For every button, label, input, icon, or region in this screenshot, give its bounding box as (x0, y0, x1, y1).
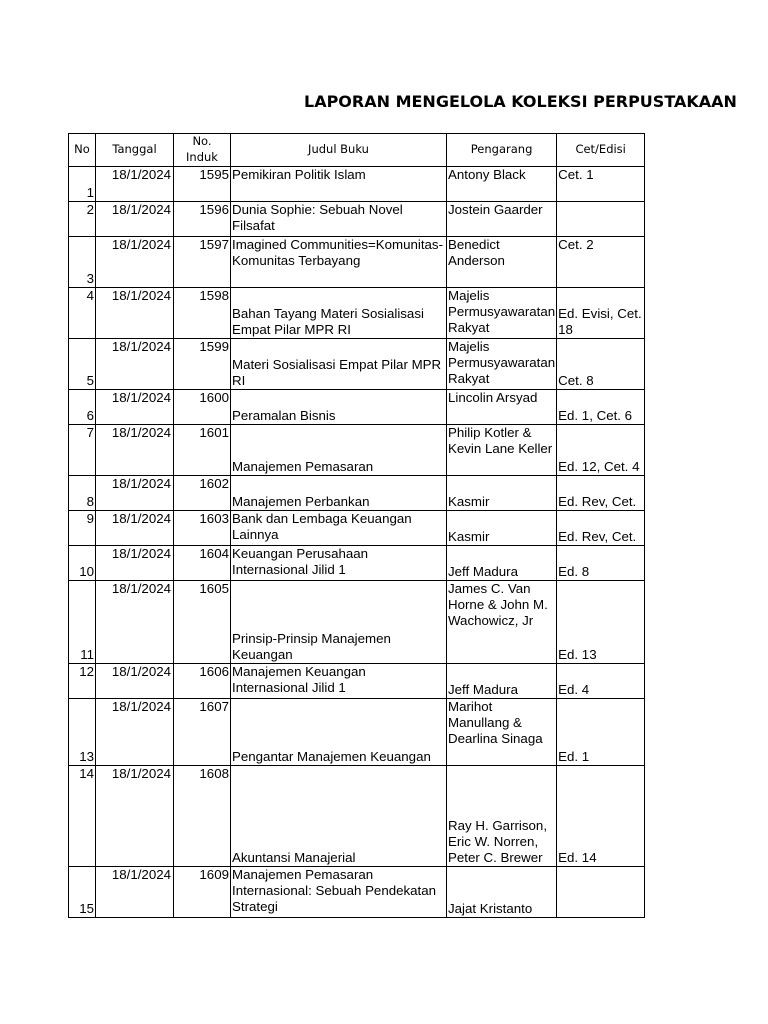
cell-no: 10 (69, 545, 96, 580)
cell-judul: Manajemen Perbankan (231, 475, 447, 510)
cell-induk: 1609 (174, 866, 231, 917)
cell-pengarang: Ray H. Garrison, Eric W. Norren, Peter C. Brewer (447, 765, 557, 866)
cell-judul: Manajemen Pemasaran Internasional: Sebuah Pendekatan Strategi (231, 866, 447, 917)
cell-induk: 1600 (174, 389, 231, 424)
cell-judul: Materi Sosialisasi Empat Pilar MPR RI (231, 338, 447, 389)
cell-cet (557, 201, 645, 236)
cell-tanggal: 18/1/2024 (96, 475, 174, 510)
table-row (69, 866, 645, 917)
cell-no: 11 (69, 580, 96, 663)
cell-cet: Ed. 12, Cet. 4 (557, 424, 645, 475)
cell-tanggal: 18/1/2024 (96, 389, 174, 424)
cell-pengarang: Kasmir (447, 510, 557, 545)
table-row (69, 287, 645, 338)
cell-induk: 1601 (174, 424, 231, 475)
cell-tanggal: 18/1/2024 (96, 201, 174, 236)
cell-judul: Bank dan Lembaga Keuangan Lainnya (231, 510, 447, 545)
cell-no: 14 (69, 765, 96, 866)
cell-judul: Manajemen Keuangan Internasional Jilid 1 (231, 663, 447, 698)
cell-no: 12 (69, 663, 96, 698)
cell-no: 9 (69, 510, 96, 545)
cell-induk: 1599 (174, 338, 231, 389)
table-row (69, 580, 645, 663)
cell-induk: 1595 (174, 166, 231, 201)
cell-judul: Peramalan Bisnis (231, 389, 447, 424)
cell-no: 5 (69, 338, 96, 389)
cell-judul: Prinsip-Prinsip Manajemen Keuangan (231, 580, 447, 663)
cell-judul: Imagined Communities=Komunitas-Komunitas Terbayang (231, 236, 447, 287)
table-row (69, 424, 645, 475)
cell-no: 2 (69, 201, 96, 236)
cell-cet: Ed. 4 (557, 663, 645, 698)
cell-cet: Ed. 13 (557, 580, 645, 663)
table-row (69, 389, 645, 424)
cell-tanggal: 18/1/2024 (96, 287, 174, 338)
cell-judul: Pengantar Manajemen Keuangan (231, 698, 447, 765)
cell-cet: Ed. 8 (557, 545, 645, 580)
header-judul: Judul Buku (231, 134, 447, 167)
cell-judul: Dunia Sophie: Sebuah Novel Filsafat (231, 201, 447, 236)
cell-cet: Ed. Rev, Cet. (557, 475, 645, 510)
table-row (69, 698, 645, 765)
cell-tanggal: 18/1/2024 (96, 510, 174, 545)
table-row (69, 765, 645, 866)
cell-pengarang: Kasmir (447, 475, 557, 510)
cell-pengarang: Jeff Madura (447, 545, 557, 580)
cell-pengarang: Majelis Permusyawaratan Rakyat (447, 338, 557, 389)
header-row (69, 134, 645, 167)
table-row (69, 475, 645, 510)
cell-induk: 1604 (174, 545, 231, 580)
table-row (69, 545, 645, 580)
report-title: LAPORAN MENGELOLA KOLEKSI PERPUSTAKAAN (304, 92, 737, 111)
cell-no: 7 (69, 424, 96, 475)
cell-tanggal: 18/1/2024 (96, 545, 174, 580)
cell-pengarang: Philip Kotler & Kevin Lane Keller (447, 424, 557, 475)
cell-induk: 1598 (174, 287, 231, 338)
cell-cet: Ed. Rev, Cet. (557, 510, 645, 545)
cell-no: 1 (69, 166, 96, 201)
header-no: No (69, 134, 96, 167)
cell-cet: Cet. 1 (557, 166, 645, 201)
header-pengarang: Pengarang (447, 134, 557, 167)
cell-pengarang: James C. Van Horne & John M. Wachowicz, Jr (447, 580, 557, 663)
cell-pengarang: Marihot Manullang & Dearlina Sinaga (447, 698, 557, 765)
cell-judul: Keuangan Perusahaan Internasional Jilid 1 (231, 545, 447, 580)
cell-no: 6 (69, 389, 96, 424)
header-cet-edisi: Cet/Edisi (557, 134, 645, 167)
cell-induk: 1607 (174, 698, 231, 765)
cell-cet: Cet. 2 (557, 236, 645, 287)
table-row (69, 663, 645, 698)
header-tanggal: Tanggal (96, 134, 174, 167)
cell-tanggal: 18/1/2024 (96, 236, 174, 287)
cell-cet (557, 866, 645, 917)
cell-pengarang: Jostein Gaarder (447, 201, 557, 236)
cell-no: 15 (69, 866, 96, 917)
table-row (69, 338, 645, 389)
cell-judul: Pemikiran Politik Islam (231, 166, 447, 201)
cell-tanggal: 18/1/2024 (96, 166, 174, 201)
collection-table (68, 133, 645, 918)
cell-judul: Manajemen Pemasaran (231, 424, 447, 475)
cell-induk: 1603 (174, 510, 231, 545)
cell-pengarang: Majelis Permusyawaratan Rakyat (447, 287, 557, 338)
cell-judul: Akuntansi Manajerial (231, 765, 447, 866)
cell-judul: Bahan Tayang Materi Sosialisasi Empat Pilar MPR RI (231, 287, 447, 338)
cell-pengarang: Jeff Madura (447, 663, 557, 698)
cell-pengarang: Jajat Kristanto (447, 866, 557, 917)
cell-tanggal: 18/1/2024 (96, 424, 174, 475)
cell-tanggal: 18/1/2024 (96, 866, 174, 917)
cell-induk: 1605 (174, 580, 231, 663)
table-row (69, 510, 645, 545)
cell-tanggal: 18/1/2024 (96, 698, 174, 765)
table-row (69, 236, 645, 287)
cell-cet: Cet. 8 (557, 338, 645, 389)
cell-tanggal: 18/1/2024 (96, 765, 174, 866)
cell-cet: Ed. 1 (557, 698, 645, 765)
cell-no: 4 (69, 287, 96, 338)
cell-no: 13 (69, 698, 96, 765)
cell-no: 8 (69, 475, 96, 510)
cell-induk: 1602 (174, 475, 231, 510)
cell-induk: 1596 (174, 201, 231, 236)
cell-cet: Ed. 14 (557, 765, 645, 866)
table-row (69, 201, 645, 236)
cell-induk: 1597 (174, 236, 231, 287)
cell-tanggal: 18/1/2024 (96, 580, 174, 663)
cell-cet: Ed. 1, Cet. 6 (557, 389, 645, 424)
table-row (69, 166, 645, 201)
cell-tanggal: 18/1/2024 (96, 338, 174, 389)
cell-pengarang: Lincolin Arsyad (447, 389, 557, 424)
title-clip (200, 92, 737, 116)
cell-pengarang: Antony Black (447, 166, 557, 201)
cell-induk: 1606 (174, 663, 231, 698)
cell-cet: Ed. Evisi, Cet. 18 (557, 287, 645, 338)
cell-no: 3 (69, 236, 96, 287)
cell-pengarang: Benedict Anderson (447, 236, 557, 287)
cell-tanggal: 18/1/2024 (96, 663, 174, 698)
cell-induk: 1608 (174, 765, 231, 866)
header-no-induk: No. Induk (174, 134, 231, 167)
